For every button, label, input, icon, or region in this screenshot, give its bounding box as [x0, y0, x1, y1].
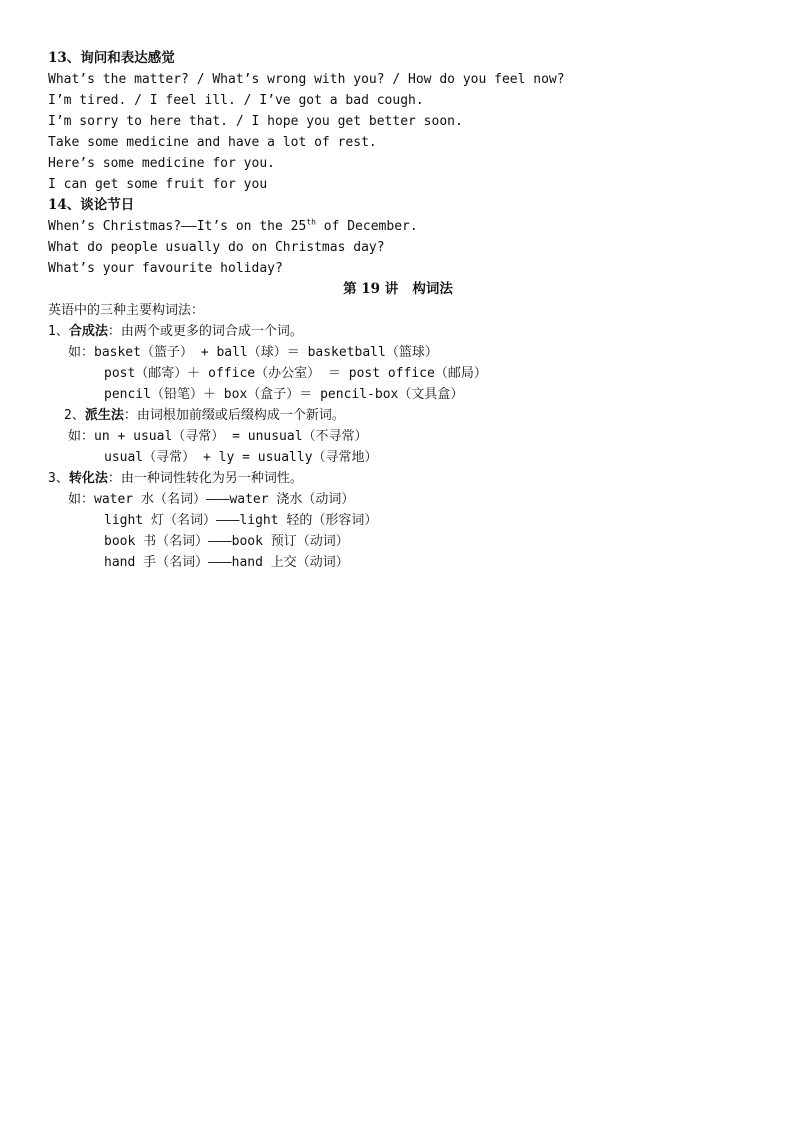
- s14-line-3: What’s your favourite holiday?: [48, 261, 283, 276]
- method-3-example-3: book 书（名词）———book 预订（动词）: [104, 534, 349, 549]
- s14-line-1-post: of December.: [315, 219, 418, 234]
- method-2-name: 派生法: [84, 408, 124, 423]
- s14-line-2: What do people usually do on Christmas day?: [48, 240, 385, 255]
- method-3-example-4: hand 手（名词）———hand 上交（动词）: [104, 555, 349, 570]
- method-3-num: 3、: [48, 471, 69, 486]
- method-1-desc: ：由两个或更多的词合成一个词。: [107, 324, 303, 339]
- section-14-title: 14、谈论节日: [48, 197, 135, 213]
- s14-line-1: [48, 216, 748, 237]
- method-2-example-2: usual（寻常） + ly = usually（寻常地）: [104, 450, 378, 465]
- method-3-example-1: 如：water 水（名词）———water 浇水（动词）: [68, 492, 355, 507]
- method-1-example-3: pencil（铅笔）＋ box（盒子）＝ pencil-box（文具盒）: [104, 387, 464, 402]
- section-13-title: 13、询问和表达感觉: [48, 50, 175, 66]
- method-3-desc: ：由一种词性转化为另一种词性。: [107, 471, 303, 486]
- s13-line-3: I’m sorry to here that. / I hope you get better soon.: [48, 114, 463, 129]
- s13-line-5: Here’s some medicine for you.: [48, 156, 275, 171]
- s13-line-6: I can get some fruit for you: [48, 177, 268, 192]
- method-1-num: 1、: [48, 324, 69, 339]
- method-1-example-2: post（邮寄）＋ office（办公室） ＝ post office（邮局）: [104, 366, 487, 381]
- s13-line-2: I’m tired. / I feel ill. / I’ve got a bad cough.: [48, 93, 424, 108]
- method-1-example-1: 如：basket（篮子） + ball（球）＝ basketball（篮球）: [68, 345, 438, 360]
- s14-line-1-sup: th: [306, 217, 316, 227]
- method-2-heading: [48, 405, 748, 426]
- method-3-example-2: light 灯（名词）———light 轻的（形容词）: [104, 513, 378, 528]
- s13-line-1: What’s the matter? / What’s wrong with you? / How do you feel now?: [48, 72, 565, 87]
- method-3-heading: [48, 468, 748, 489]
- document-page: [48, 48, 748, 573]
- method-2-example-1: 如：un + usual（寻常） = unusual（不寻常）: [68, 429, 368, 444]
- method-2-num: 2、: [64, 408, 85, 423]
- method-3-name: 转化法: [68, 471, 108, 486]
- s14-line-1-pre: When’s Christmas?——It’s on the 25: [48, 219, 307, 234]
- method-2-desc: ：由词根加前缀或后缀构成一个新词。: [123, 408, 345, 423]
- method-1-heading: [48, 321, 748, 342]
- method-1-name: 合成法: [68, 324, 108, 339]
- s13-line-4: Take some medicine and have a lot of rest.: [48, 135, 377, 150]
- lecture-title: 第 19 讲 构词法: [343, 281, 453, 297]
- lecture-intro: 英语中的三种主要构词法：: [48, 303, 205, 318]
